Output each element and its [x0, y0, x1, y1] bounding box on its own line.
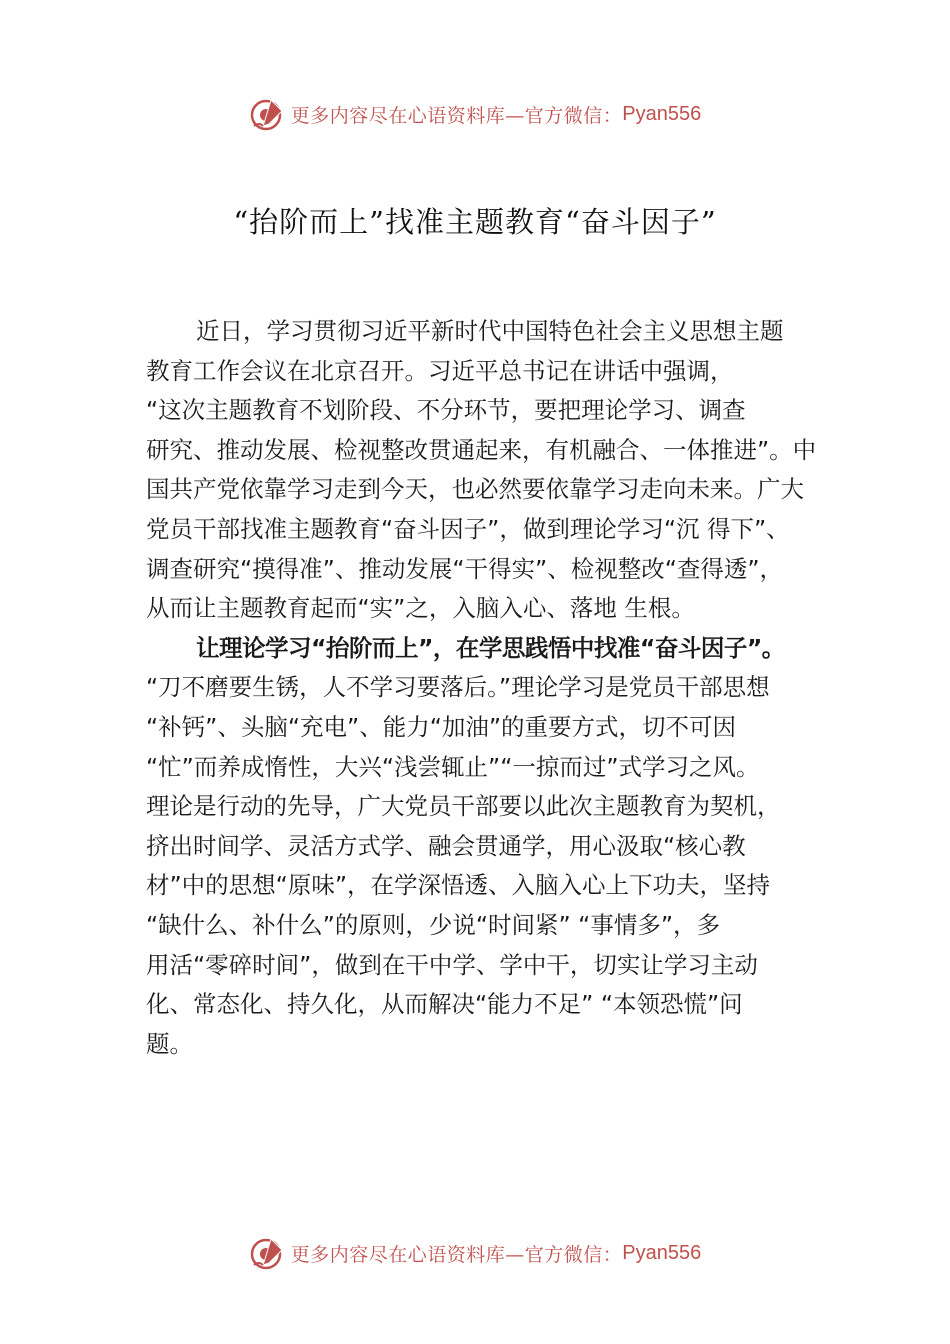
paragraph-line: “刀不磨要生锈，人不学习要落后。”理论学习是党员干部思想 — [146, 673, 770, 702]
paragraph-line: 调查研究“摸得准”、推动发展“干得实”、检视整改“查得透”， — [146, 554, 784, 583]
header-banner — [0, 94, 950, 134]
footer-banner — [0, 1233, 950, 1273]
article-body — [146, 312, 836, 1064]
paragraph-line: 化、常态化、持久化，从而解决“能力不足” “本领恐慌”问 — [146, 990, 743, 1019]
paragraph-line: 研究、推动发展、检视整改贯通起来，有机融合、一体推进”。中 — [146, 435, 817, 464]
promo-text: 更多内容尽在心语资料库—官方微信： — [290, 1243, 623, 1266]
wechat-account: Pyan556 — [622, 102, 702, 125]
paragraph-line: 材”中的思想“原味”，在学深悟透、入脑入心上下功夫，坚持 — [146, 871, 771, 900]
paragraph-line: 用活“零碎时间”，做到在干中学、学中干，切实让学习主动 — [146, 950, 758, 979]
paragraph-line: “缺什么、补什么”的原则，少说“时间紧” “事情多”，多 — [146, 910, 721, 939]
section-heading: 让理论学习“抬阶而上”，在学思践悟中找准“奋斗因子”。 — [196, 633, 785, 662]
pen-seal-logo-icon — [249, 96, 285, 132]
paragraph-line: 从而让主题教育起而“实”之，入脑入心、落地 生根。 — [146, 594, 695, 623]
paragraph-line: “这次主题教育不划阶段、不分环节，要把理论学习、调查 — [146, 396, 746, 425]
page-title: “抬阶而上”找准主题教育“奋斗因子” — [233, 205, 717, 239]
promo-text: 更多内容尽在心语资料库—官方微信： — [290, 104, 623, 127]
paragraph-line: 党员干部找准主题教育“奋斗因子”，做到理论学习“沉 得下”、 — [146, 514, 790, 543]
paragraph-line: 教育工作会议在北京召开。习近平总书记在讲话中强调， — [146, 356, 734, 385]
paragraph-line: 近日，学习贯彻习近平新时代中国特色社会主义思想主题 — [196, 317, 784, 345]
paragraph-line: 理论是行动的先导，广大党员干部要以此次主题教育为契机， — [146, 792, 781, 821]
paragraph-line: 题。 — [146, 1029, 193, 1058]
paragraph-line: 国共产党依靠学习走到今天，也必然要依靠学习走向未来。广大 — [146, 475, 804, 504]
paragraph-line: “忙”而养成惰性，大兴“浅尝辄止”“一掠而过”式学习之风。 — [146, 752, 760, 781]
wechat-account: Pyan556 — [622, 1241, 702, 1264]
pen-seal-logo-icon — [249, 1235, 285, 1271]
paragraph-line: 挤出时间学、灵活方式学、融会贯通学，用心汲取“核心教 — [146, 831, 746, 860]
paragraph-line: “补钙”、头脑“充电”、能力“加油”的重要方式，切不可因 — [146, 712, 737, 741]
